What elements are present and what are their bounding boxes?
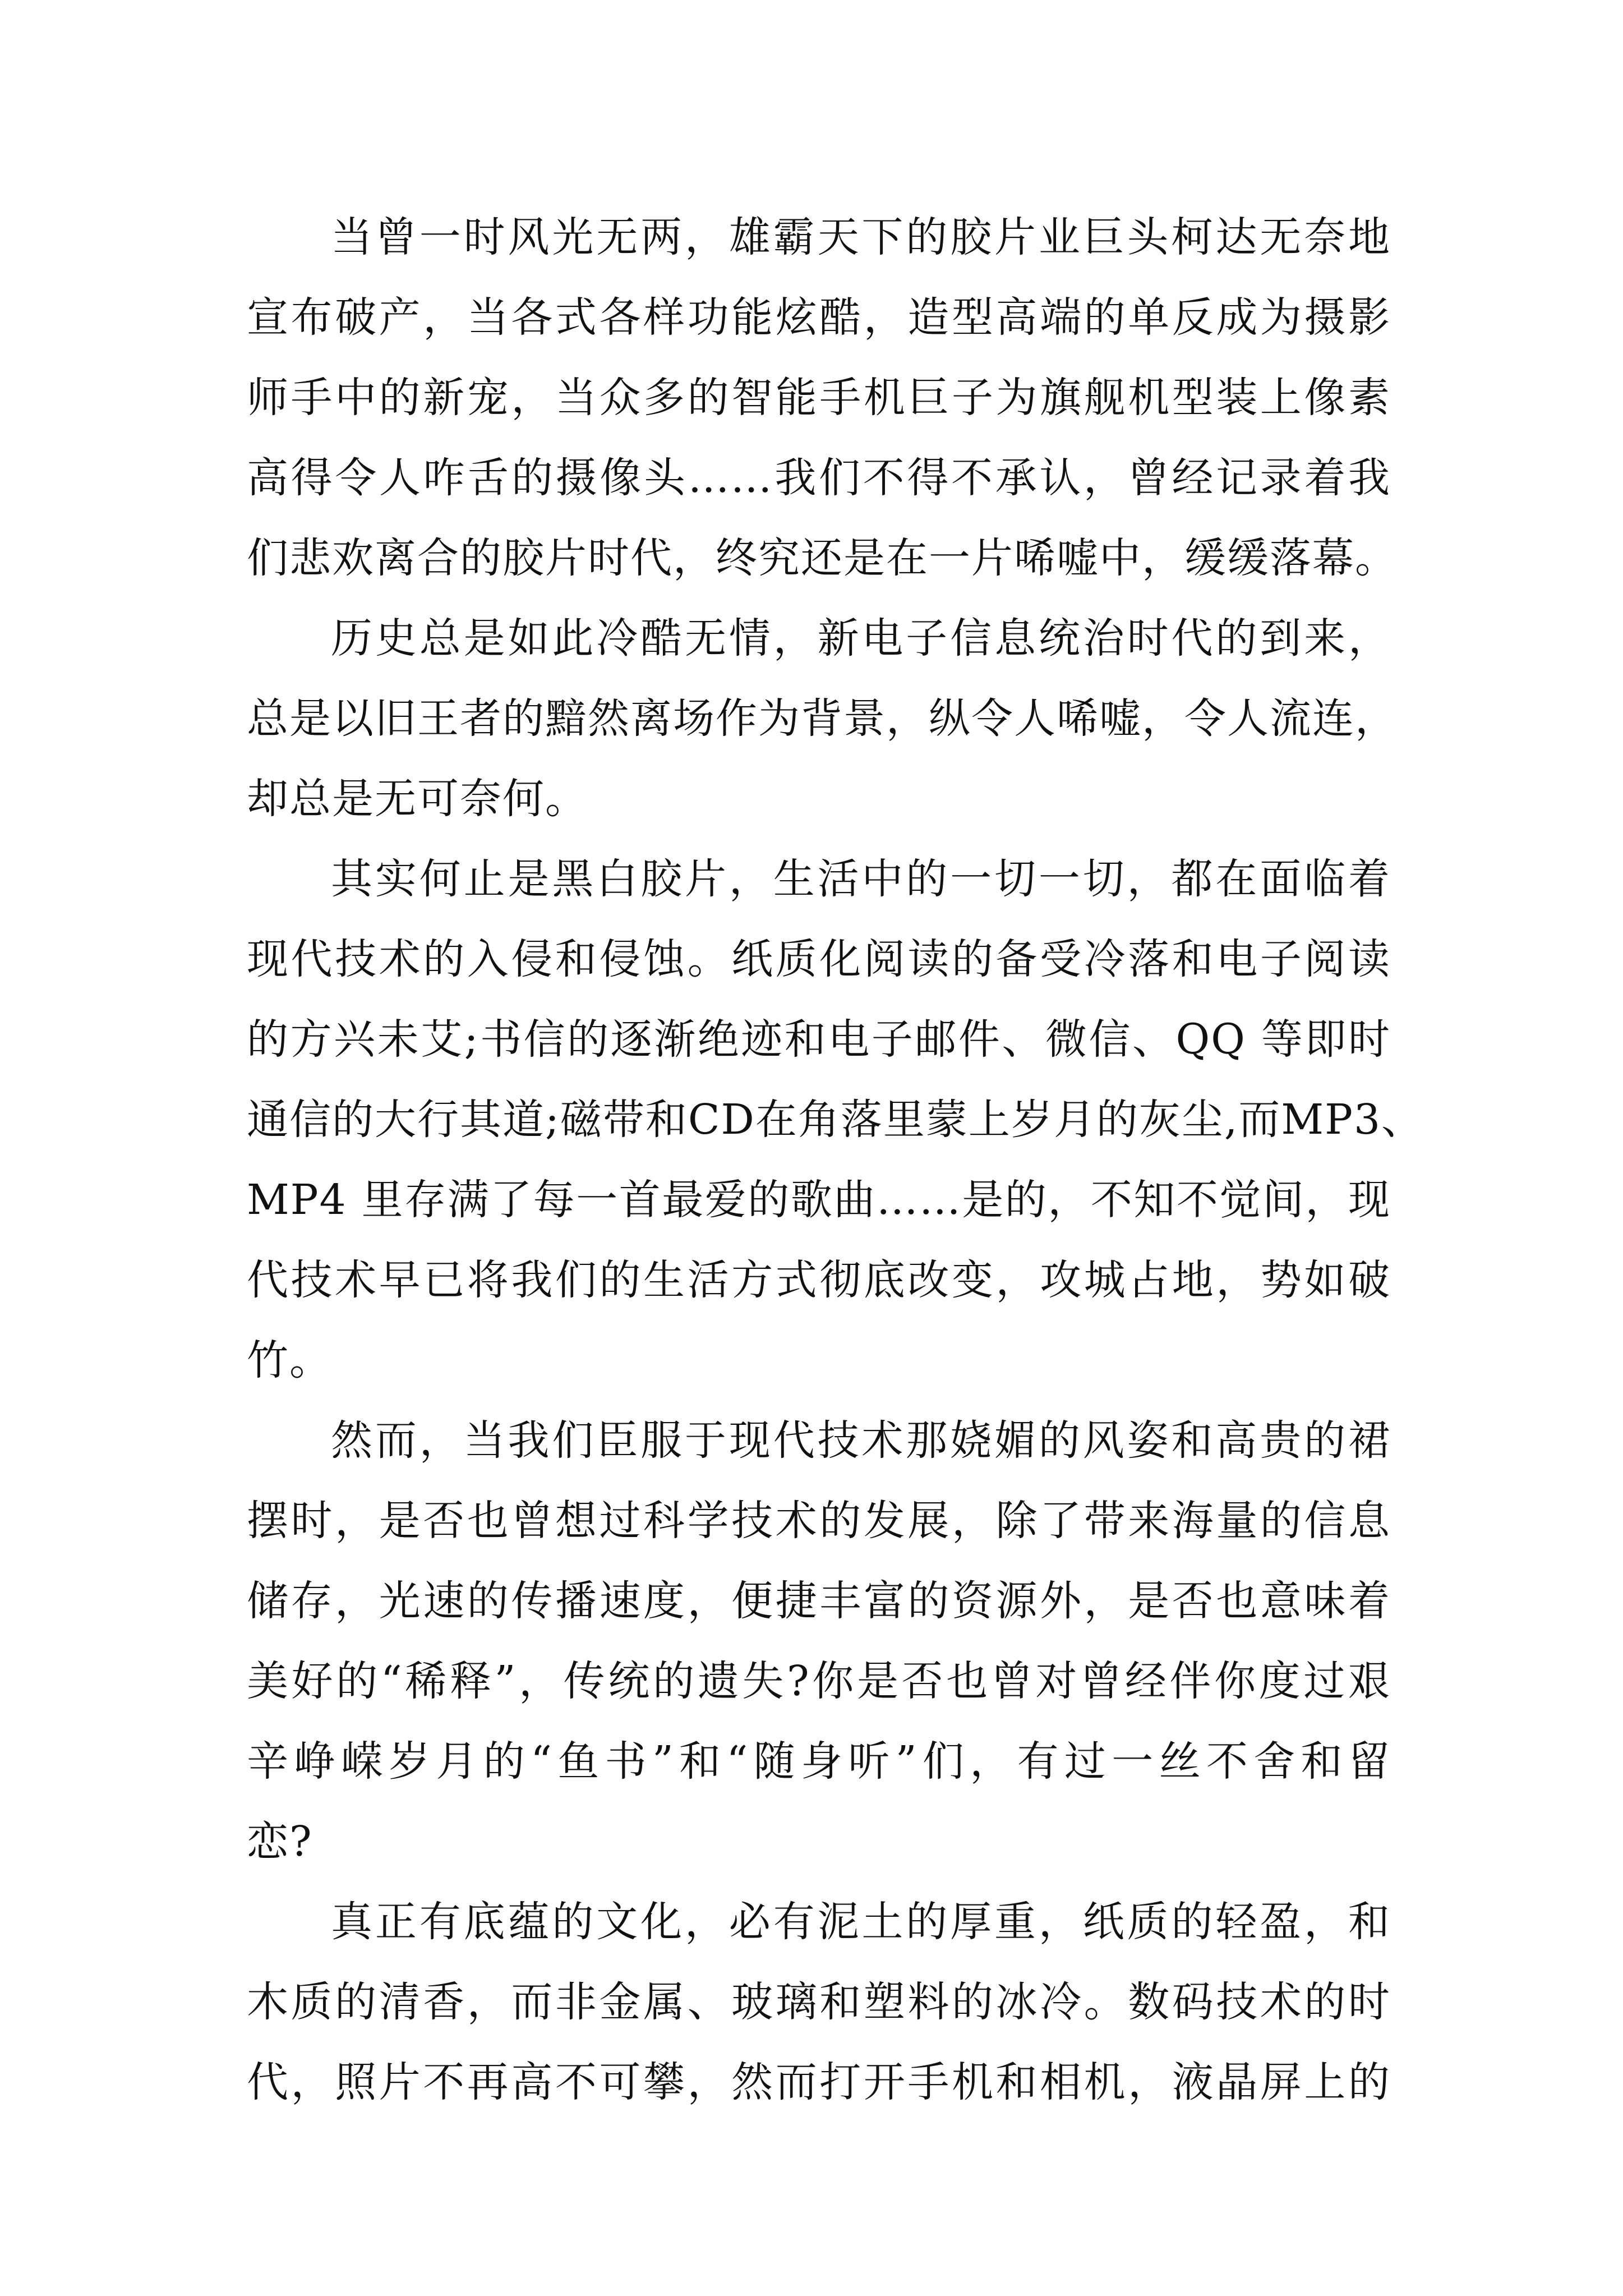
text-line: 宣布破产，当各式各样功能炫酷，造型高端的单反成为摄影 xyxy=(247,293,1391,342)
text-line: 历史总是如此冷酷无情，新电子信息统治时代的到来， xyxy=(331,614,1391,662)
text-line: 储存，光速的传播速度，便捷丰富的资源外，是否也意味着 xyxy=(247,1577,1391,1625)
paragraph-5 xyxy=(247,1882,1391,2123)
text-line: 现代技术的入侵和侵蚀。纸质化阅读的备受冷落和电子阅读 xyxy=(247,935,1391,983)
text-line: 们悲欢离合的胶片时代，终究还是在一片唏嘘中，缓缓落幕。 xyxy=(247,534,1398,582)
text-line: 竹。 xyxy=(247,1336,332,1384)
paragraph-4 xyxy=(247,1401,1391,1882)
text-line: 木质的清香，而非金属、玻璃和塑料的冰冷。数码技术的时 xyxy=(247,1978,1391,2026)
paragraph-3 xyxy=(247,839,1424,1401)
text-line: 美好的“稀释”，传统的遗失?你是否也曾对曾经伴你度过艰 xyxy=(247,1657,1391,1705)
text-line: 总是以旧王者的黯然离场作为背景，纵令人唏嘘，令人流连， xyxy=(247,694,1398,743)
paragraph-2 xyxy=(247,599,1398,839)
text-line: 当曾一时风光无两，雄霸天下的胶片业巨头柯达无奈地 xyxy=(331,213,1391,261)
text-line: 其实何止是黑白胶片，生活中的一切一切，都在面临着 xyxy=(331,855,1391,903)
text-line: 却总是无可奈何。 xyxy=(247,775,588,823)
text-line: 然而，当我们臣服于现代技术那娆媚的风姿和高贵的裙 xyxy=(331,1416,1391,1465)
text-line: 通信的大行其道;磁带和CD在角落里蒙上岁月的灰尘,而MP3、 xyxy=(247,1096,1424,1144)
text-line: 师手中的新宠，当众多的智能手机巨子为旗舰机型装上像素 xyxy=(247,374,1391,422)
text-line: 代技术早已将我们的生活方式彻底改变，攻城占地，势如破 xyxy=(247,1256,1391,1304)
text-line: 辛峥嵘岁月的“鱼书”和“随身听”们，有过一丝不舍和留 xyxy=(247,1737,1391,1786)
article-body xyxy=(247,197,1424,2123)
text-line: 高得令人咋舌的摄像头……我们不得不承认，曾经记录着我 xyxy=(247,454,1391,502)
text-line: 摆时，是否也曾想过科学技术的发展，除了带来海量的信息 xyxy=(247,1497,1391,1545)
text-line: MP4 里存满了每一首最爱的歌曲……是的，不知不觉间，现 xyxy=(247,1176,1391,1224)
text-line: 恋? xyxy=(247,1818,313,1866)
text-line: 的方兴未艾;书信的逐渐绝迹和电子邮件、微信、QQ 等即时 xyxy=(247,1015,1391,1064)
text-line: 真正有底蕴的文化，必有泥土的厚重，纸质的轻盈，和 xyxy=(331,1898,1391,1946)
paragraph-1 xyxy=(247,197,1398,599)
text-line: 代，照片不再高不可攀，然而打开手机和相机，液晶屏上的 xyxy=(247,2058,1391,2106)
